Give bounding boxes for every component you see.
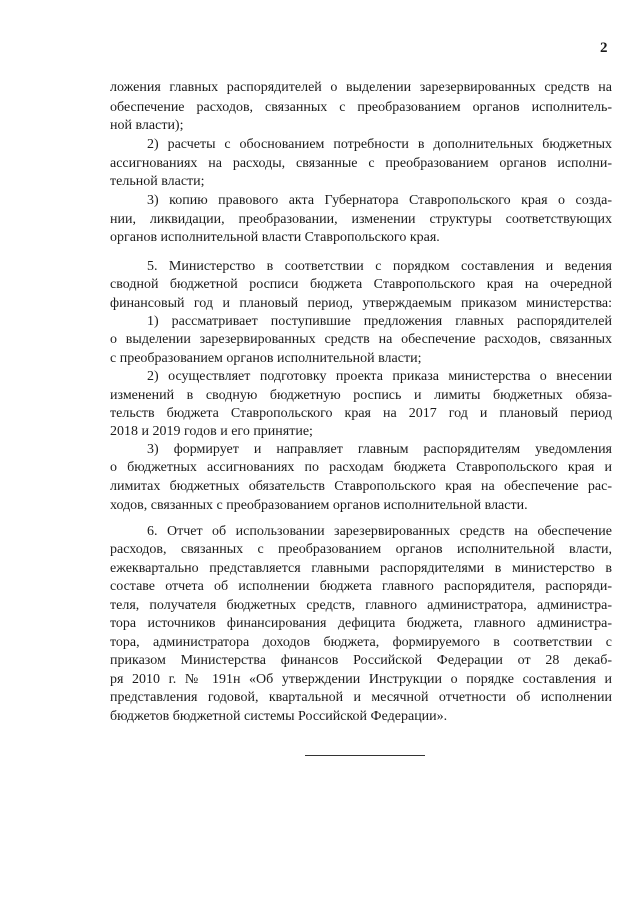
text-line: расходов, связанных с преобразованием органов исполнительной власти, <box>110 542 612 557</box>
text-line: о бюджетных ассигнованиях по расходам бюджета Ставропольского края и <box>110 460 612 475</box>
text-line: с преобразованием органов исполнительной власти; <box>110 351 422 366</box>
text-line: органов исполнительной власти Ставропольского края. <box>110 230 440 245</box>
text-line: лимитах бюджетных обязательств Ставропольского края на обеспечение рас- <box>110 479 612 494</box>
text-line: сводной бюджетной росписи бюджета Ставропольского края на очередной <box>110 277 612 292</box>
text-line: ря 2010 г. № 191н «Об утверждении Инструкции о порядке составления и <box>110 672 612 687</box>
text-line: тора источников финансирования дефицита бюджета, главного администра- <box>110 616 612 631</box>
text-line: 3) формирует и направляет главным распорядителям уведомления <box>147 442 612 457</box>
text-line: бюджетов бюджетной системы Российской Федерации». <box>110 709 448 724</box>
text-line: нии, ликвидации, преобразовании, изменении структуры соответствующих <box>110 212 612 227</box>
text-line: обеспечение расходов, связанных с преобразованием органов исполнитель- <box>110 100 612 115</box>
text-line: 2018 и 2019 годов и его принятие; <box>110 424 313 439</box>
text-line: 2) расчеты с обоснованием потребности в дополнительных бюджетных <box>147 137 612 152</box>
text-line: составе отчета об исполнении бюджета главного распорядителя, распоряди- <box>110 579 612 594</box>
text-line: финансовый год и плановый период, утверждаемым приказом министерства: <box>110 296 612 311</box>
text-line: 1) рассматривает поступившие предложения главных распорядителей <box>147 314 612 329</box>
text-line: ложения главных распорядителей о выделении зарезервированных средств на <box>110 80 612 95</box>
text-line: 5. Министерство в соответствии с порядком составления и ведения <box>147 259 612 274</box>
text-line: представления годовой, квартальной и месячной отчетности об исполнении <box>110 690 612 705</box>
text-line: 2) осуществляет подготовку проекта приказа министерства о внесении <box>147 369 612 384</box>
text-line: тора, администратора доходов бюджета, формируемого в соответствии с <box>110 635 612 650</box>
page-number: 2 <box>600 40 608 56</box>
text-line: ной власти); <box>110 118 184 133</box>
text-line: тельств бюджета Ставропольского края на 2017 год и плановый период <box>110 406 612 421</box>
text-line: тельной власти; <box>110 174 205 189</box>
text-line: 3) копию правового акта Губернатора Ставропольского края о созда- <box>147 193 612 208</box>
text-line: изменений в сводную бюджетную роспись и лимиты бюджетных обяза- <box>110 388 612 403</box>
text-line: 6. Отчет об использовании зарезервированных средств на обеспечение <box>147 524 612 539</box>
text-line: теля, получателя бюджетных средств, главного администратора, администра- <box>110 598 612 613</box>
end-rule <box>305 755 425 756</box>
text-line: о выделении зарезервированных средств на обеспечение расходов, связанных <box>110 332 612 347</box>
text-line: ходов, связанных с преобразованием органов исполнительной власти. <box>110 498 528 513</box>
text-line: ассигнованиях на расходы, связанные с преобразованием органов исполни- <box>110 156 612 171</box>
text-line: приказом Министерства финансов Российской Федерации от 28 декаб- <box>110 653 612 668</box>
text-line: ежеквартально представляется главными распорядителями в министерство в <box>110 561 612 576</box>
